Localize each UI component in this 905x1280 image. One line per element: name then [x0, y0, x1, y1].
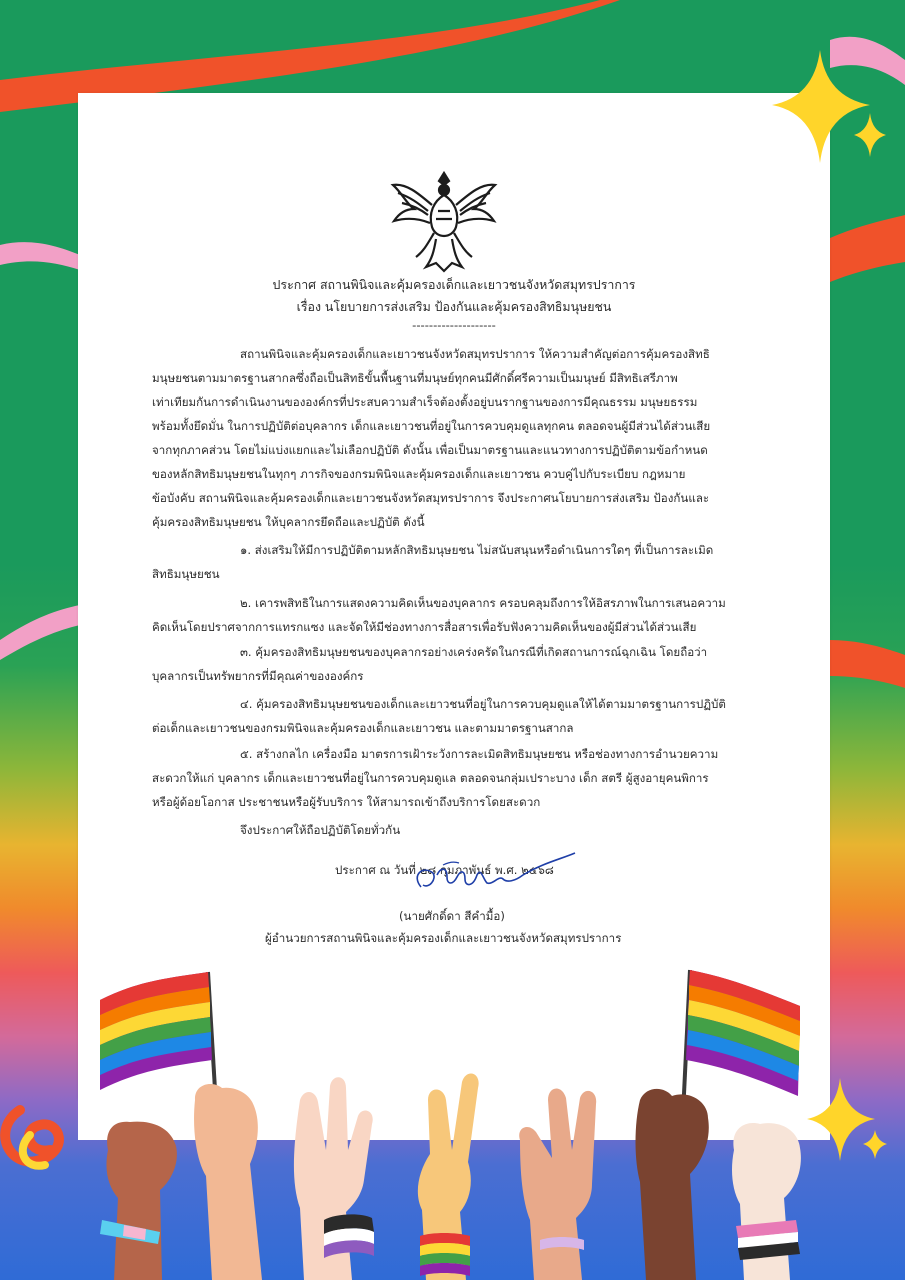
policy-item-1: ๑. ส่งเสริมให้มีการปฏิบัติตามหลักสิทธิมนุษยชน ไม่สนับสนุนหรือดำเนินการใดๆ ที่เป็นการละเมิด — [240, 543, 714, 557]
policy-item-2-cont: คิดเห็นโดยปราศจากการแทรกแซง และจัดให้มีช่องทางการสื่อสารเพื่อรับฟังความคิดเห็นของผู้มีส่วนได้ส่วนเสีย — [152, 620, 697, 634]
intro-line: ข้อบังคับ สถานพินิจและคุ้มครองเด็กและเยาวชนจังหวัดสมุทรปราการ จึงประกาศนโยบายการส่งเสริม ป้องกันและ — [152, 491, 710, 505]
intro-line: สถานพินิจและคุ้มครองเด็กและเยาวชนจังหวัดสมุทรปราการ ให้ความสำคัญต่อการคุ้มครองสิทธิ — [240, 347, 710, 361]
announcement-date: ประกาศ ณ วันที่ ๒๘ กุมภาพันธ์ พ.ศ. ๒๕๖๘ — [335, 863, 554, 877]
policy-item-1-cont: สิทธิมนุษยชน — [152, 567, 220, 581]
policy-item-5: ๕. สร้างกลไก เครื่องมือ มาตรการเฝ้าระวังการละเมิดสิทธิมนุษยชน หรือช่องทางการอำนวยความ — [240, 747, 719, 761]
intro-line: คุ้มครองสิทธิมนุษยชน ให้บุคลากรยึดถือและปฏิบัติ ดังนี้ — [152, 515, 425, 529]
pink-ribbon-left-lower — [0, 605, 80, 660]
garuda-emblem-icon — [388, 163, 500, 275]
intro-line: พร้อมทั้งยึดมั่น ในการปฏิบัติต่อบุคลากร เด็กและเยาวชนที่อยู่ในการควบคุมดูแลทุกคน ตลอดจนผู้มีส่วนได้ส่วนเสีย — [152, 419, 711, 433]
raised-fist-left-icon — [100, 1122, 177, 1280]
signer-name: (นายศักดิ์ดา สีคำมื้อ) — [399, 909, 505, 923]
announcement-title: ประกาศ สถานพินิจและคุ้มครองเด็กและเยาวชนจังหวัดสมุทรปราการ — [272, 277, 636, 292]
policy-item-4: ๔. คุ้มครองสิทธิมนุษยชนของเด็กและเยาวชนที่อยู่ในการควบคุมดูแลให้ได้ตามมาตรฐานการปฏิบัติ — [240, 697, 726, 711]
orange-ribbon-right-lower — [830, 640, 905, 688]
peace-sign-hand-icon — [418, 1073, 479, 1280]
title-divider: -------------------- — [412, 318, 496, 332]
intro-line: มนุษยชนตามมาตรฐานสากลซึ่งถือเป็นสิทธิขั้นพื้นฐานที่มนุษย์ทุกคนมีศักดิ์ศรีความเป็นมนุษย์ มีสิทธิเสรีภาพ — [152, 371, 678, 385]
policy-item-3-cont: บุคลากรเป็นทรัพยากรที่มีคุณค่าขององค์กร — [152, 669, 364, 683]
policy-item-4-cont: ต่อเด็กและเยาวชนของกรมพินิจและคุ้มครองเด็กและเยาวชน และตามมาตรฐานสากล — [152, 721, 574, 735]
open-hand-icon — [294, 1077, 374, 1280]
pride-hands-illustration — [0, 950, 905, 1280]
policy-item-2: ๒. เคารพสิทธิในการแสดงความคิดเห็นของบุคลากร ครอบคลุมถึงการให้อิสรภาพในการเสนอความ — [240, 596, 726, 610]
policy-item-3: ๓. คุ้มครองสิทธิมนุษยชนของบุคลากรอย่างเคร่งครัดในกรณีที่เกิดสถานการณ์ฉุกเฉิน โดยถือว่า — [240, 645, 708, 659]
policy-item-5-cont: สะดวกให้แก่ บุคลากร เด็กและเยาวชนที่อยู่ในการควบคุมดูแล ตลอดจนกลุ่มเปราะบาง เด็ก สตรี ผู้สูงอายุคนพิการ — [152, 771, 709, 785]
signer-position: ผู้อำนวยการสถานพินิจและคุ้มครองเด็กและเยาวชนจังหวัดสมุทรปราการ — [265, 931, 622, 945]
closing-statement: จึงประกาศให้ถือปฏิบัติโดยทั่วกัน — [240, 823, 401, 837]
orange-ribbon-right — [830, 215, 905, 282]
hand-holding-flag-right-icon — [636, 1089, 709, 1280]
hand-holding-flag-left-icon — [194, 1084, 262, 1280]
open-hand-right-icon — [519, 1088, 596, 1280]
intro-line: ของหลักสิทธิมนุษยชนในทุกๆ ภารกิจของกรมพินิจและคุ้มครองเด็กและเยาวชน ควบคู่ไปกับระเบียบ กฎหมาย — [152, 467, 686, 481]
policy-item-5-cont: หรือผู้ด้อยโอกาส ประชาชนหรือผู้รับบริการ ให้สามารถเข้าถึงบริการโดยสะดวก — [152, 795, 541, 809]
handwritten-signature — [403, 845, 583, 900]
intro-line: เท่าเทียมกันการดำเนินงานขององค์กรที่ประสบความสำเร็จต้องตั้งอยู่บนรากฐานของการมีคุณธรรม มนุษยธรรม — [152, 395, 698, 409]
intro-line: จากทุกภาคส่วน โดยไม่แบ่งแยกและไม่เลือกปฏิบัติ ดังนั้น เพื่อเป็นมาตรฐานและแนวทางการปฏิบัติตามข้อกำหนด — [152, 443, 708, 457]
pink-ribbon-left — [0, 242, 80, 270]
raised-fist-right-icon — [732, 1123, 801, 1280]
announcement-subject: เรื่อง นโยบายการส่งเสริม ป้องกันและคุ้มครองสิทธิมนุษยชน — [296, 299, 612, 314]
